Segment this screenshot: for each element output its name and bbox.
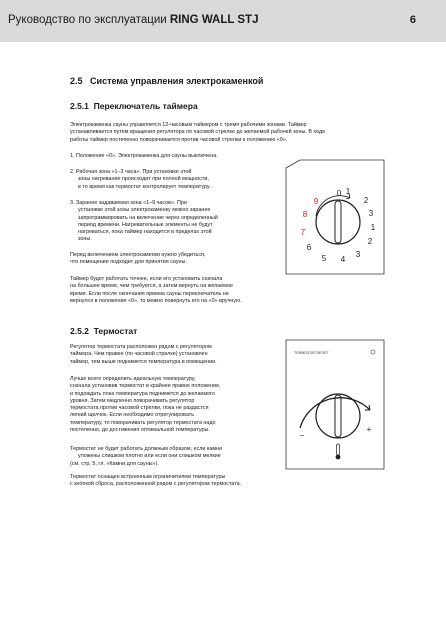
section-title: Система управления электрокаменкой — [90, 76, 264, 86]
thermostat-para-4 — [70, 474, 241, 489]
thermostat-number: 2.5.2 — [70, 326, 89, 336]
timer-number: 2.5.1 — [70, 101, 89, 111]
dial-label: 2 — [363, 196, 369, 205]
panel-caption: TERMOSTAT RESET — [294, 351, 329, 355]
timer-heading — [70, 101, 198, 111]
text-line: нагреваться, пока таймер находится в пределах этой — [78, 229, 212, 236]
thermostat-heading — [70, 326, 137, 336]
dial-label-red: 7 — [300, 228, 306, 237]
text-line: температуру, то поворачивать регулятор термостата надо — [70, 419, 216, 426]
timer-intro — [70, 122, 325, 144]
section-number: 2.5 — [70, 76, 83, 86]
page-number: 6 — [409, 14, 416, 26]
text-line: период времени. Нагревательные элементы не будут — [78, 221, 213, 228]
text-line: уложены слишком плотно или если они слишком мелкие — [78, 453, 221, 460]
text-line: 3. Заранее задаваемая зона «1–9 часов». При — [70, 200, 187, 206]
text-line: Перед включением электрокаменки нужно убедиться, — [70, 252, 206, 258]
text-line: 2. Рабочая зона «1–3 часа». При установке этой — [70, 169, 192, 175]
text-line: термостата против часовой стрелки, пока не раздастся — [70, 405, 209, 412]
header-title-prefix: Руководство по эксплуатации — [8, 14, 167, 26]
text-line: время. Если после окончания приема сауны переключатель не — [70, 290, 229, 297]
dial-label-red: 8 — [302, 210, 308, 219]
timer-before-on — [70, 252, 205, 267]
plus-sign: + — [366, 425, 372, 434]
dial-label: 6 — [306, 243, 312, 252]
timer-item-3 — [70, 200, 218, 244]
text-line: с кнопкой сброса, расположенной рядом с регулятором термостата. — [70, 481, 242, 488]
text-line: в то время как термостат контролирует температуру. — [78, 183, 211, 190]
text-line: уровня. Затем медленно поворачивать регулятор — [70, 397, 195, 404]
thermostat-para-3 — [70, 446, 222, 468]
thermostat-title: Термостат — [93, 326, 138, 336]
page-header — [0, 0, 446, 42]
thermostat-para-2 — [70, 376, 220, 434]
dial-label: 4 — [340, 255, 346, 264]
text-line: работы таймер постепенно поворачивается против часовой стрелки к положению «0». — [70, 136, 288, 143]
text-line: Электрокаменка сауны управляется 12-часовым таймером с тремя рабочими зонами. Таймер — [70, 122, 307, 128]
timer-dial-illustration — [286, 160, 386, 275]
dial-label: 0 — [336, 189, 342, 198]
timer-title: Переключатель таймера — [93, 101, 198, 111]
text-line: на большее время, чем требуется, а затем вернуть на желаемое — [70, 283, 233, 290]
text-line: Лучше всего определить идеальную температуру, — [70, 376, 196, 382]
header-title-model: RING WALL STJ — [169, 14, 259, 26]
timer-item-2 — [70, 169, 211, 191]
text-line: сначала установив термостат в крайнее правое положение, — [70, 383, 221, 390]
dial-label-red: 9 — [313, 197, 319, 206]
thermostat-panel-illustration — [286, 340, 386, 470]
timer-item-1 — [70, 153, 218, 160]
header-title — [8, 14, 258, 26]
text-line: зоны. — [78, 236, 92, 243]
text-line: Термостат не будет работать должным образом, если камни — [70, 446, 223, 452]
text-line: Регулятор термостата расположен рядом с регулятором — [70, 344, 212, 350]
dial-label: 2 — [367, 237, 373, 246]
timer-note — [70, 276, 242, 305]
reset-button-icon — [371, 350, 375, 354]
text-line: вернулся в положение «0», то можно повернуть его на «0» вручную. — [70, 297, 242, 304]
dial-label: 1 — [370, 223, 376, 232]
thermostat-para-1 — [70, 344, 217, 366]
section-heading — [70, 76, 263, 86]
text-line: 1. Положение «0». Электрокаменка для сауны выключена. — [70, 153, 218, 159]
thermometer-icon — [336, 444, 341, 459]
dial-label: 3 — [368, 209, 374, 218]
text-line: установке этой зоны электрокаменку можно заранее — [78, 207, 211, 214]
minus-sign: − — [299, 431, 305, 440]
text-line: устанавливается путем вращения регулятора по часовой стрелке до желаемой рабочей зоны. В ходе — [70, 129, 326, 136]
text-line: (см. стр. 5, гл. «Камни для сауны»). — [70, 460, 159, 467]
text-line: Таймер будет работать точнее, если его установить сначала — [70, 276, 223, 282]
text-line: и подождать пока температура поднимется до желаемого — [70, 390, 215, 397]
text-line: легкий щелчок. Если необходимо отрегулировать — [70, 412, 195, 419]
dial-label: 5 — [321, 254, 327, 263]
text-line: запрограммировать на включение через определенный — [78, 214, 218, 221]
text-line: таймера. Чем правее (по часовой стрелке) установлен — [70, 351, 208, 358]
text-line: зоны нагревание происходит при полной мощности, — [78, 176, 209, 183]
text-line: что помещение подходит для принятия сауны. — [70, 259, 187, 266]
text-line: Термостат оснащен встроенным ограничителем температуры — [70, 474, 226, 480]
dial-label: 1 — [345, 187, 351, 196]
dial-label: 3 — [355, 250, 361, 259]
text-line: таймер, тем выше поднимется температура в помещении. — [70, 358, 217, 365]
text-line: постепенно, до достижения оптимальной температуры. — [70, 427, 210, 434]
thermostat-knob — [316, 394, 360, 438]
